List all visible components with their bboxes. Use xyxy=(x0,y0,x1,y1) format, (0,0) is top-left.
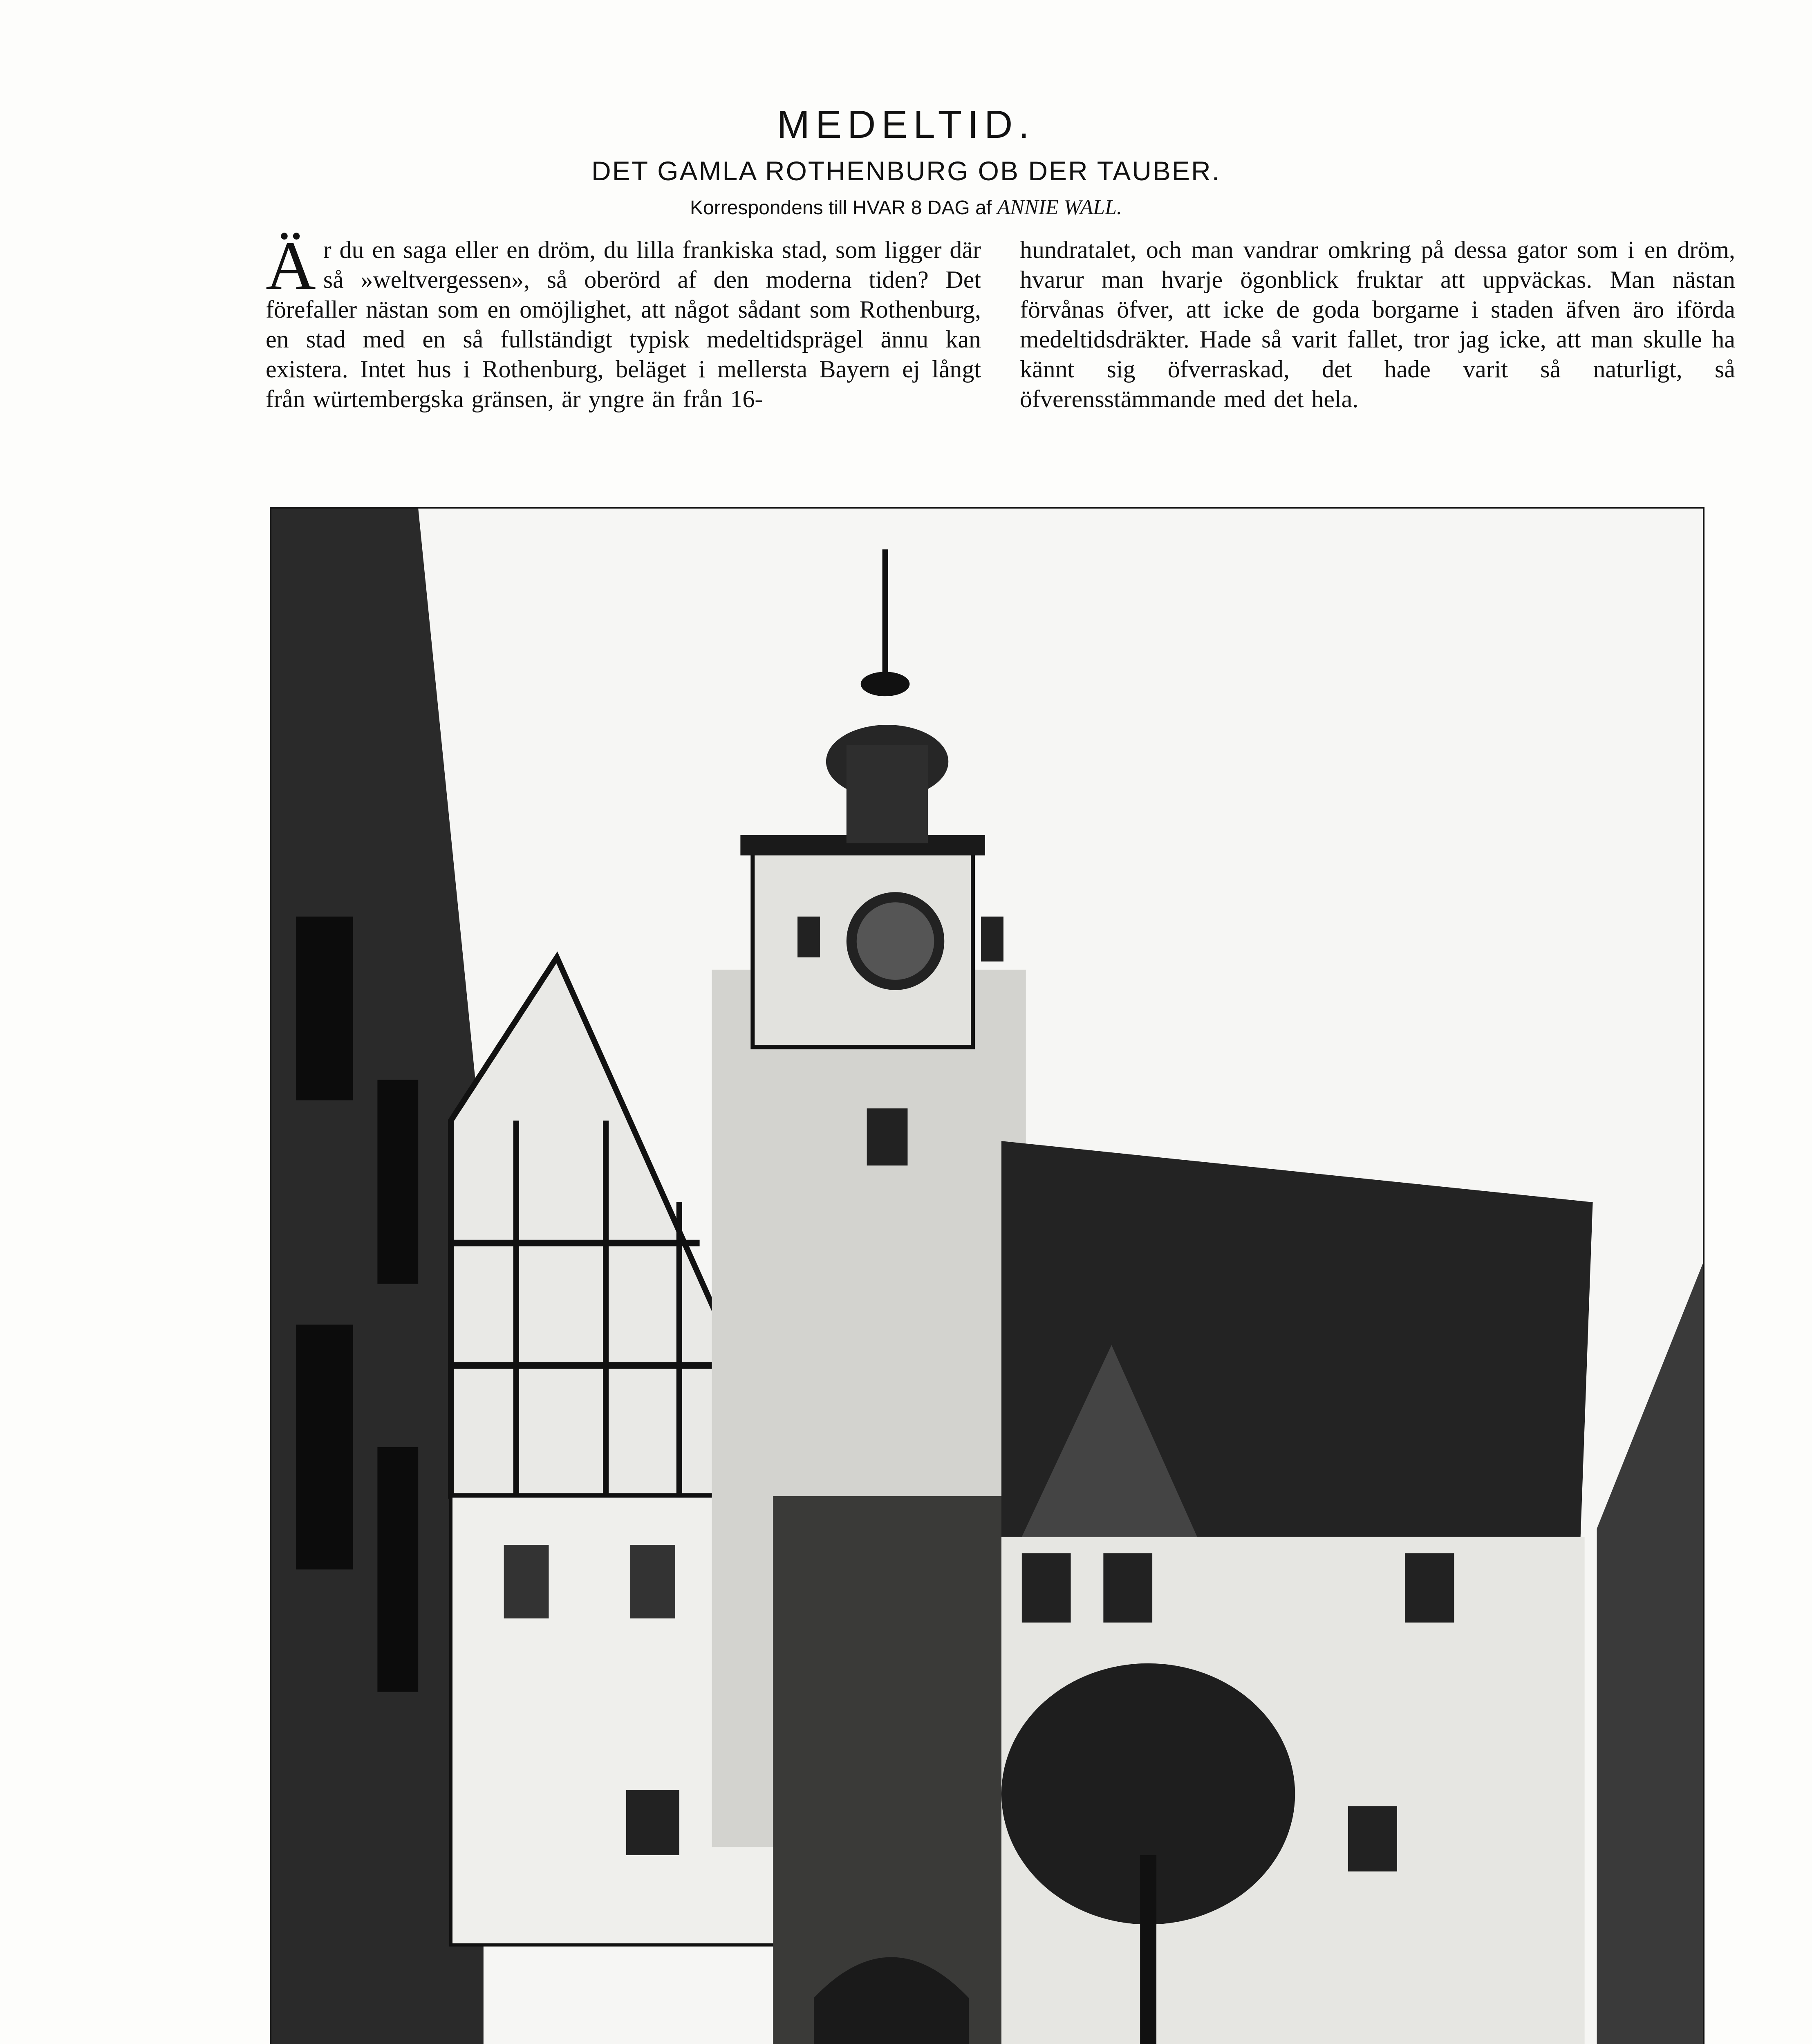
article-title: MEDELTID. xyxy=(777,103,1035,146)
byline-author: ANNIE WALL. xyxy=(997,196,1122,219)
article-subtitle: DET GAMLA ROTHENBURG OB DER TAUBER. xyxy=(591,156,1221,186)
drop-cap: Ä xyxy=(266,227,316,304)
text-column-left xyxy=(266,227,981,414)
photograph-white-tower xyxy=(270,507,1704,2044)
text-column-right xyxy=(1020,235,1735,414)
photo-illustration xyxy=(271,509,1703,2044)
byline-prefix: Korrespondens till HVAR 8 DAG af xyxy=(690,197,992,219)
byline xyxy=(0,195,1812,220)
paragraph-right: hundratalet, och man vandrar omkring på dessa gator som i en dröm, hvarur man hvarje ögonblick fruktar att uppväckas. Man nästan förvånas öfver, att icke de goda borgarne i staden äfven äro iförda medeltidsdräkter. Hade så varit fallet, tror jag icke, att man skulle ha kännt sig öfverraskad, det hade varit så naturligt, så öfverensstämmande med det hela. xyxy=(1020,236,1735,412)
paragraph-left: r du en saga eller en dröm, du lilla frankiska stad, som ligger där så »weltvergessen», så oberörd af den moderna tiden? Det förefaller nästan som en omöjlighet, att något sådant som Rothenburg, en stad med en så fullständigt typisk medeltidsprägel ännu kan existera. Intet hus i Rothenburg, beläget i mellersta Bayern ej långt från würtembergska gränsen, är yngre än från 16- xyxy=(266,236,981,412)
